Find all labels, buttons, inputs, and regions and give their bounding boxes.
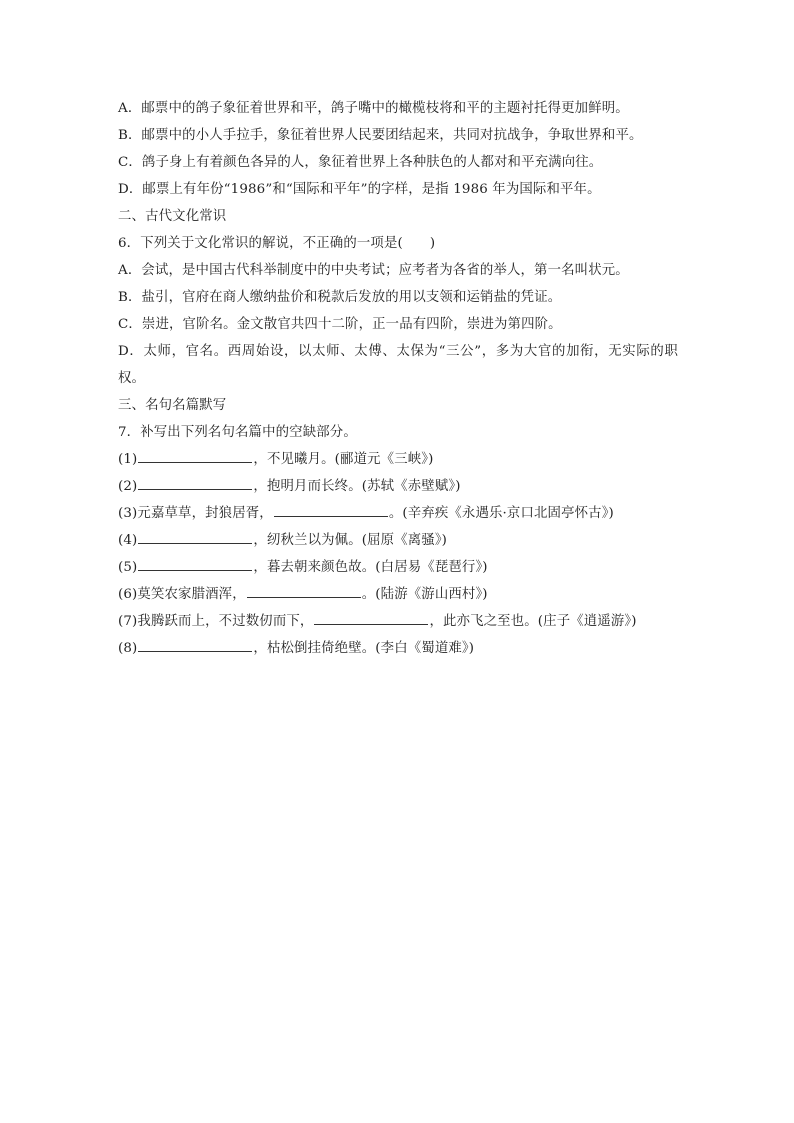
answer-blank[interactable] [247,585,361,598]
fill-item-1 [118,446,678,473]
fill-item-5 [118,554,678,581]
fill-item-suffix: ，纫秋兰以为佩。(屈原《离骚》) [253,533,448,548]
answer-blank[interactable] [138,531,252,544]
fill-item-6 [118,581,678,608]
fill-item-suffix: ，不见曦月。(郦道元《三峡》) [253,452,434,467]
q6-option-d: D．太师，官名。西周始设，以太师、太傅、太保为“三公”，多为大官的加衔，无实际的职权。 [118,344,678,386]
fill-item-4 [118,527,678,554]
fill-item-prefix: (7)我腾跃而上，不过数仞而下， [118,614,314,629]
fill-item-prefix: (1) [118,452,138,467]
fill-item-suffix: ，此亦飞之至也。(庄子《逍遥游》) [429,614,637,629]
fill-item-2 [118,473,678,500]
answer-blank[interactable] [274,504,388,517]
q6-option-a: A．会试，是中国古代科举制度中的中央考试；应考者为各省的举人，第一名叫状元。 [118,263,629,278]
fill-item-7 [118,608,678,635]
answer-blank[interactable] [138,639,252,652]
fill-item-suffix: ，抱明月而长终。(苏轼《赤壁赋》) [253,479,461,494]
section-heading-recitation: 三、名句名篇默写 [118,398,227,413]
question-6: 6．下列关于文化常识的解说，不正确的一项是( ) [118,236,436,251]
q5-option-b: B．邮票中的小人手拉手，象征着世界人民要团结起来，共同对抗战争，争取世界和平。 [118,128,643,143]
fill-item-prefix: (4) [118,533,138,548]
fill-item-prefix: (2) [118,479,138,494]
fill-item-3 [118,500,678,527]
answer-blank[interactable] [138,477,252,490]
fill-item-prefix: (5) [118,560,138,575]
fill-item-prefix: (6)莫笑农家腊酒浑， [118,587,246,602]
q5-option-a: A．邮票中的鸽子象征着世界和平，鸽子嘴中的橄榄枝将和平的主题衬托得更加鲜明。 [118,101,629,116]
answer-blank[interactable] [138,450,252,463]
fill-item-suffix: 。(辛弃疾《永遇乐·京口北固亭怀古》) [388,506,614,521]
answer-blank[interactable] [138,558,252,571]
fill-item-suffix: ，枯松倒挂倚绝壁。(李白《蜀道难》) [253,641,475,656]
fill-item-suffix: ，暮去朝来颜色故。(白居易《琵琶行》) [253,560,488,575]
q6-option-c: C．崇进，官阶名。金文散官共四十二阶，正一品有四阶，崇进为第四阶。 [118,317,562,332]
question-7: 7．补写出下列名句名篇中的空缺部分。 [118,425,357,440]
q5-option-d: D．邮票上有年份“1986”和“国际和平年”的字样，是指 1986 年为国际和平年。 [118,182,601,197]
section-heading-culture: 二、古代文化常识 [118,209,227,224]
fill-item-8 [118,635,678,662]
fill-item-suffix: 。(陆游《游山西村》) [361,587,488,602]
fill-item-prefix: (3)元嘉草草，封狼居胥， [118,506,273,521]
fill-item-prefix: (8) [118,641,138,656]
q5-option-c: C．鸽子身上有着颜色各异的人，象征着世界上各种肤色的人都对和平充满向往。 [118,155,603,170]
answer-blank[interactable] [314,612,428,625]
document-page [118,95,678,662]
q6-option-b: B．盐引，官府在商人缴纳盐价和税款后发放的用以支领和运销盐的凭证。 [118,290,562,305]
